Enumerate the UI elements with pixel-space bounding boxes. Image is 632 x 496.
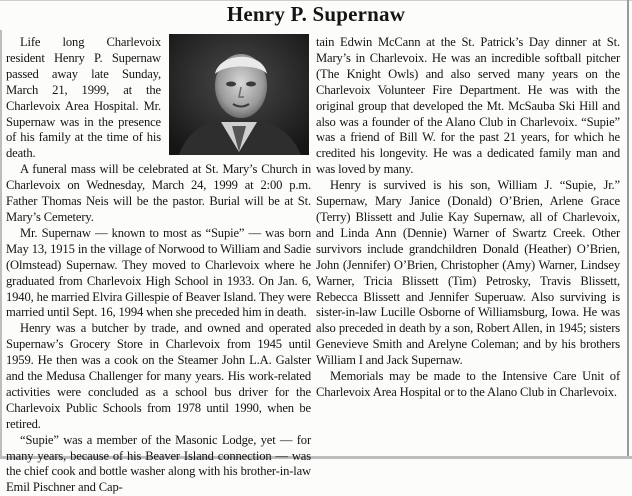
left-column [6, 35, 311, 496]
paragraph-survivors: Henry is survived is his son, William J. “Supie, Jr.” Supernaw, Mary Janice (Donald) O’Brien, Arlene Grace (Terry) Blissett and Julie Kay Supernaw, all of Charlevoix, and Linda Ann (Dennie) Warner of Swartz Creek. Other survivors include grandchildren Donald (Heather) O’Brien, John (Jennifer) O’Brien, Christopher (Amy) Warner, Lindsey Warner, Tricia Blissett (Tim) Petrosky, Travis Blissett, Rebecca Blissett and Jennifer Superuaw. Also surviving is sister-in-law Lucille Osborne of Williamsburg, Iowa. He was also preceded in death by a son, Robert Allen, in 1945; sisters Genevieve Smith and Arelyne Coleman; and by his brothers William I and Jack Supernaw. [316, 178, 620, 368]
paragraph-memorials: Memorials may be made to the Intensive Care Unit of Charlevoix Area Hospital or to the Alano Club in Charlevoix. [316, 369, 620, 399]
right-column [316, 35, 620, 401]
paragraph-masonic: “Supie” was a member of the Masonic Lodge, yet — for many years, because of his Beaver Island connection — was the chief cook and bottle washer along with his brother-in-law Emil Pischner and Cap- [6, 432, 311, 495]
paragraph-career: Henry was a butcher by trade, and owned and operated Supernaw’s Grocery Store in Charlevoix from 1945 until 1959. He then was a cook on the Steamer John L.A. Galster and the Medusa Challenger for many years. His work-related activities were concluded as a school bus driver for the Charlevoix Public Schools from 1978 until 1990, when be retired. [6, 321, 311, 431]
paragraph-early-life: Mr. Supernaw — known to most as “Supie” — was born May 13, 1915 in the village of Norwood to William and Sadie (Olmstead) Supernaw. They moved to Charlevoix where he graduated from Charlevoix High School in 1933. On Jan. 6, 1940, he married Elvira Gillespie of Beaver Island. They were married until Sept. 16, 1994 when she preceded him in death. [6, 225, 311, 320]
paragraph-funeral: A funeral mass will be celebrated at St. Mary’s Church in Charlevoix on Wednesday, March 24, 1999 at 2:00 p.m. Father Thomas Neis will be the pastor. Burial will be at St. Mary’s Cemetery. [6, 162, 311, 224]
left-rule [0, 30, 2, 459]
paragraph-intro: Life long Charlevoix resident Henry P. Supernaw passed away late Sunday, March 21, 1999, at the Charlevoix Area Hospital. Mr. Supernaw was in the presence of his family at the time of his death. [6, 35, 161, 161]
obituary-title: Henry P. Supernaw [226, 2, 406, 26]
top-rule [0, 0, 632, 1]
right-rule [627, 0, 629, 459]
paragraph-continued: tain Edwin McCann at the St. Patrick’s Day dinner at St. Mary’s in Charlevoix. He was an incredible softball pitcher (The Knight Owls) and also served many years on the Charlevoix Volunteer Fire Department. He was with the original group that developed the Mt. McSauba Ski Hill and also was a founder of the Alano Club in Charlevoix. “Supie” was a friend of Bill W. for the past 21 years, for which he credited his longevity. He was a dedicated family man and was loved by many. [316, 35, 620, 177]
photo-space [161, 35, 311, 155]
